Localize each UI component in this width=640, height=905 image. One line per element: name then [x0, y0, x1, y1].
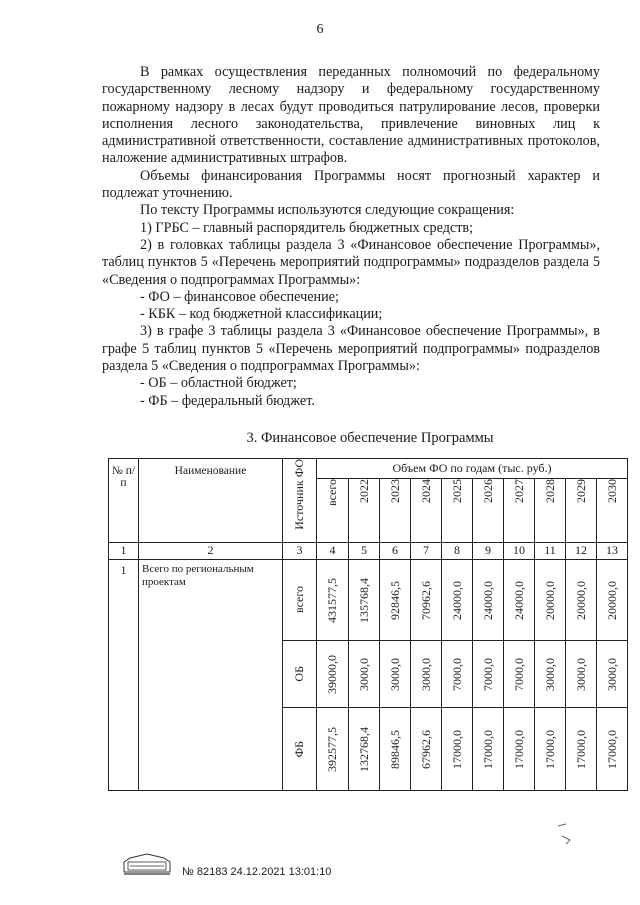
paragraph: В рамках осуществления переданных полномочий по федеральному государственному лесному надзору и федеральному государственному пожарному надзору в лесах будут проводиться патрулирование лесов, проверки исполнения лесного законодательства, привлечение виновных лиц к административной ответственности, составление административных протоколов, наложение административных штрафов. — [102, 64, 600, 167]
header-source: Источник ФО — [283, 459, 317, 543]
value-cell: 7000,0 — [473, 641, 504, 708]
value-cell: 17000,0 — [504, 708, 535, 791]
index-cell: 13 — [597, 543, 628, 560]
paragraph: - ФБ – федеральный бюджет. — [140, 392, 315, 409]
paragraph: 2) в головках таблицы раздела 3 «Финансовое обеспечение Программы», таблиц пунктов 5 «Перечень мероприятий подпрограммы» подразделов раздела 5 «Сведения о подпрограммах Программы»: — [102, 236, 600, 288]
source-cell: ФБ — [283, 708, 317, 791]
header-year: 2028 — [535, 479, 566, 543]
value-cell: 3000,0 — [535, 641, 566, 708]
header-name: Наименование — [139, 459, 283, 543]
value-cell: 3000,0 — [380, 641, 411, 708]
value-cell: 24000,0 — [504, 560, 535, 641]
header-year: 2030 — [597, 479, 628, 543]
header-year: 2023 — [380, 479, 411, 543]
government-stamp-icon — [120, 852, 174, 876]
value-cell: 24000,0 — [473, 560, 504, 641]
value-cell: 135768,4 — [349, 560, 380, 641]
page-number: 6 — [316, 22, 324, 37]
body-text — [102, 64, 600, 410]
value-cell: 132768,4 — [349, 708, 380, 791]
index-cell: 11 — [535, 543, 566, 560]
header-year: 2027 — [504, 479, 535, 543]
index-cell: 7 — [411, 543, 442, 560]
value-cell: 24000,0 — [442, 560, 473, 641]
value-cell: 67962,6 — [411, 708, 442, 791]
index-cell: 12 — [566, 543, 597, 560]
header-year: 2026 — [473, 479, 504, 543]
value-cell: 17000,0 — [442, 708, 473, 791]
financing-table — [108, 458, 628, 791]
value-cell: 3000,0 — [566, 641, 597, 708]
paragraph: Объемы финансирования Программы носят прогнозный характер и подлежат уточнению. — [102, 167, 600, 202]
index-cell: 5 — [349, 543, 380, 560]
index-row — [109, 543, 628, 560]
header-total: всего — [317, 479, 349, 543]
value-cell: 3000,0 — [349, 641, 380, 708]
value-cell: 3000,0 — [411, 641, 442, 708]
pen-mark-icon — [556, 822, 576, 846]
index-cell: 1 — [109, 543, 139, 560]
value-cell: 7000,0 — [442, 641, 473, 708]
row-name: Всего по региональным проектам — [139, 560, 283, 791]
header-year: 2025 — [442, 479, 473, 543]
value-cell: 17000,0 — [473, 708, 504, 791]
index-cell: 3 — [283, 543, 317, 560]
paragraph: - КБК – код бюджетной классификации; — [140, 306, 383, 323]
index-cell: 6 — [380, 543, 411, 560]
value-cell: 92846,5 — [380, 560, 411, 641]
value-cell: 17000,0 — [566, 708, 597, 791]
index-cell: 9 — [473, 543, 504, 560]
source-cell: ОБ — [283, 641, 317, 708]
index-cell: 10 — [504, 543, 535, 560]
paragraph: 1) ГРБС – главный распорядитель бюджетных средств; — [140, 219, 474, 236]
header-no: № п/п — [109, 459, 139, 543]
paragraph: По тексту Программы используются следующие сокращения: — [140, 202, 515, 219]
header-group: Объем ФО по годам (тыс. руб.) — [317, 459, 628, 479]
registration-footer: № 82183 24.12.2021 13:01:10 — [182, 866, 332, 878]
section-title: 3. Финансовое обеспечение Программы — [246, 430, 494, 446]
header-year: 2022 — [349, 479, 380, 543]
value-cell: 392577,5 — [317, 708, 349, 791]
paragraph: - ОБ – областной бюджет; — [140, 375, 297, 392]
value-cell: 20000,0 — [566, 560, 597, 641]
value-cell: 3000,0 — [597, 641, 628, 708]
value-cell: 20000,0 — [597, 560, 628, 641]
source-cell: всего — [283, 560, 317, 641]
paragraph: 3) в графе 3 таблицы раздела 3 «Финансовое обеспечение Программы», в графе 5 таблиц пунктов 5 «Перечень мероприятий подпрограммы» подразделов раздела 5 «Сведения о подпрограммах Программы»: — [102, 323, 600, 375]
value-cell: 89846,5 — [380, 708, 411, 791]
value-cell: 17000,0 — [597, 708, 628, 791]
value-cell: 17000,0 — [535, 708, 566, 791]
value-cell: 70962,6 — [411, 560, 442, 641]
table-row — [109, 560, 628, 641]
value-cell: 39000,0 — [317, 641, 349, 708]
value-cell: 7000,0 — [504, 641, 535, 708]
paragraph: - ФО – финансовое обеспечение; — [140, 288, 339, 305]
header-year: 2024 — [411, 479, 442, 543]
index-cell: 2 — [139, 543, 283, 560]
row-number: 1 — [109, 560, 139, 791]
value-cell: 20000,0 — [535, 560, 566, 641]
index-cell: 8 — [442, 543, 473, 560]
index-cell: 4 — [317, 543, 349, 560]
header-year: 2029 — [566, 479, 597, 543]
value-cell: 431577,5 — [317, 560, 349, 641]
